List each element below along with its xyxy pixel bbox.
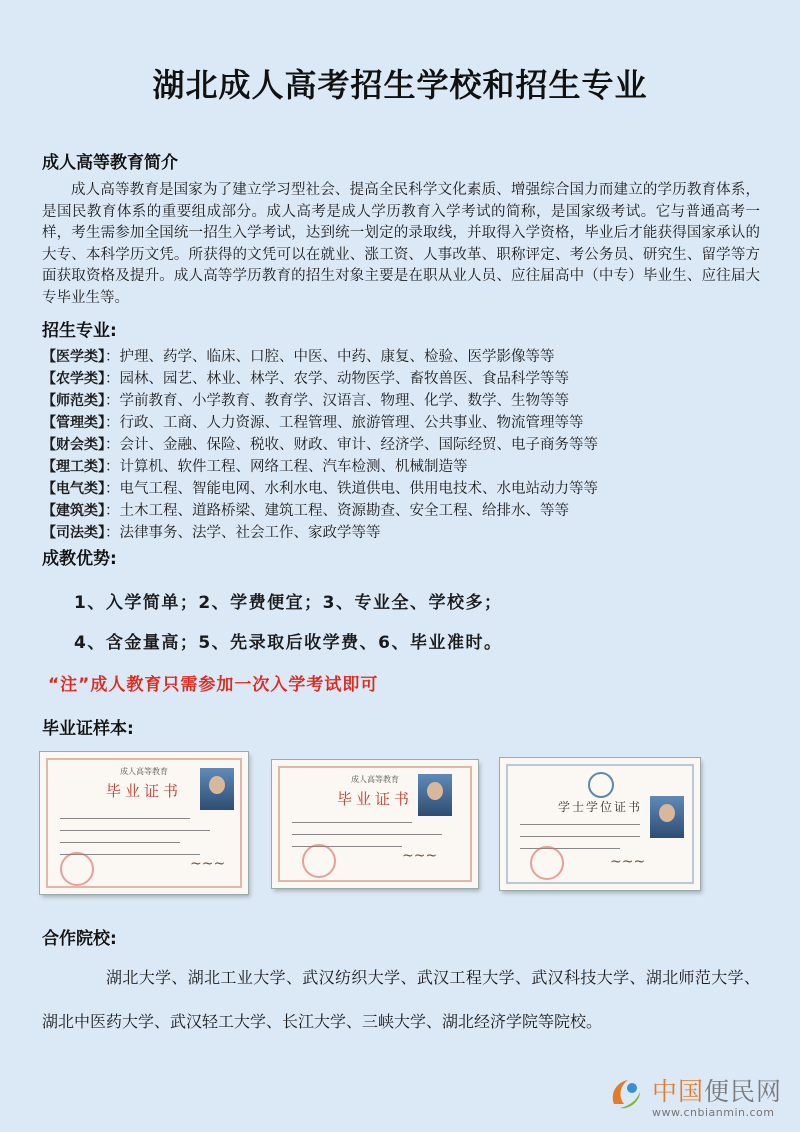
intro-paragraph: 成人高等教育是国家为了建立学习型社会、提高全民科学文化素质、增强综合国力而建立的学历教育体系，是国民教育体系的重要组成部分。成人高考是成人学历教育入学考试的简称，是国家级考试。它与普通高考一样，考生需参加全国统一招生入学考试，达到统一划定的录取线，并取得入学资格，毕业后才能获得国家承认的大专、本科学历文凭。所获得的文凭可以在就业、涨工资、人事改革、职称评定、考公务员、研究生、留学等方面获取资格及提升。成人高等学历教育的招生对象主要是在职从业人员、应往届高中（中专）毕业生、应往届大专毕业生等。 <box>42 182 760 306</box>
certificates-heading: 毕业证样本: <box>42 719 134 739</box>
list-item <box>42 390 762 412</box>
major-category: 【建筑类】 <box>42 503 105 519</box>
photo-placeholder <box>200 768 234 810</box>
bianmin-logo-icon <box>606 1074 646 1114</box>
list-item <box>42 478 762 500</box>
certificate-header: 成人高等教育 <box>120 767 168 776</box>
watermark-text-a: 中国 <box>652 1077 705 1106</box>
list-item <box>42 346 762 368</box>
exam-note: “注”成人教育只需参加一次入学考试即可 <box>48 675 379 695</box>
photo-placeholder <box>650 796 684 838</box>
major-list: ：行政、工商、人力资源、工程管理、旅游管理、公共事业、物流管理等等 <box>105 415 584 431</box>
list-item <box>42 368 762 390</box>
major-list: ：土木工程、道路桥梁、建筑工程、资源勘查、安全工程、给排水、等等 <box>105 503 569 519</box>
list-item <box>42 500 762 522</box>
major-category: 【财会类】 <box>42 437 105 453</box>
certificate-header: 成人高等教育 <box>351 775 399 784</box>
major-list: ：学前教育、小学教育、教育学、汉语言、物理、化学、数学、生物等等 <box>105 393 569 409</box>
major-list: ：护理、药学、临床、口腔、中医、中药、康复、检验、医学影像等等 <box>105 349 555 365</box>
major-category: 【农学类】 <box>42 371 105 387</box>
major-category: 【电气类】 <box>42 481 105 497</box>
intro-heading: 成人高等教育简介 <box>42 153 178 173</box>
signature-icon: ~~~ <box>190 856 226 872</box>
certificate-image-2 <box>272 760 478 888</box>
list-item <box>42 456 762 478</box>
certificate-title: 毕业证书 <box>336 790 413 808</box>
major-list: ：电气工程、智能电网、水利水电、铁道供电、供用电技术、水电站动力等等 <box>105 481 598 497</box>
certificate-title: 毕业证书 <box>105 782 182 800</box>
watermark-text-b: 便民网 <box>704 1077 783 1106</box>
majors-heading: 招生专业: <box>42 321 117 341</box>
list-item <box>42 434 762 456</box>
certificate-samples <box>40 752 760 902</box>
watermark-url: www.cnbianmin.com <box>652 1106 775 1119</box>
major-category: 【管理类】 <box>42 415 105 431</box>
majors-list <box>42 346 762 544</box>
major-list: ：法律事务、法学、社会工作、家政学等等 <box>105 525 381 541</box>
signature-icon: ~~~ <box>402 848 438 864</box>
seal-icon <box>530 846 564 880</box>
advantages-heading: 成教优势: <box>42 549 117 569</box>
seal-icon <box>302 844 336 878</box>
list-item <box>42 412 762 434</box>
schools-heading: 合作院校: <box>42 929 117 949</box>
major-list: ：会计、金融、保险、税收、财政、审计、经济学、国际经贸、电子商务等等 <box>105 437 598 453</box>
site-watermark <box>606 1070 796 1126</box>
major-category: 【理工类】 <box>42 459 105 475</box>
major-category: 【师范类】 <box>42 393 105 409</box>
advantages-line-2: 4、含金量高；5、先录取后收学费、6、毕业准时。 <box>74 633 503 653</box>
major-category: 【司法类】 <box>42 525 105 541</box>
advantages-line-1: 1、入学简单；2、学费便宜；3、专业全、学校多； <box>74 593 503 613</box>
schools-paragraph: 湖北大学、湖北工业大学、武汉纺织大学、武汉工程大学、武汉科技大学、湖北师范大学、湖北中医药大学、武汉轻工大学、长江大学、三峡大学、湖北经济学院等院校。 <box>42 968 760 1031</box>
seal-icon <box>60 852 94 886</box>
certificate-image-1 <box>40 752 248 894</box>
major-list: ：计算机、软件工程、网络工程、汽车检测、机械制造等 <box>105 459 468 475</box>
list-item <box>42 522 762 544</box>
photo-placeholder <box>418 774 452 816</box>
certificate-image-3 <box>500 758 700 890</box>
certificate-title: 学士学位证书 <box>557 800 642 814</box>
signature-icon: ~~~ <box>610 854 646 870</box>
major-list: ：园林、园艺、林业、林学、农学、动物医学、畜牧兽医、食品科学等等 <box>105 371 569 387</box>
major-category: 【医学类】 <box>42 349 105 365</box>
page-title: 湖北成人高考招生学校和招生专业 <box>152 66 648 104</box>
university-emblem-icon <box>588 772 614 798</box>
